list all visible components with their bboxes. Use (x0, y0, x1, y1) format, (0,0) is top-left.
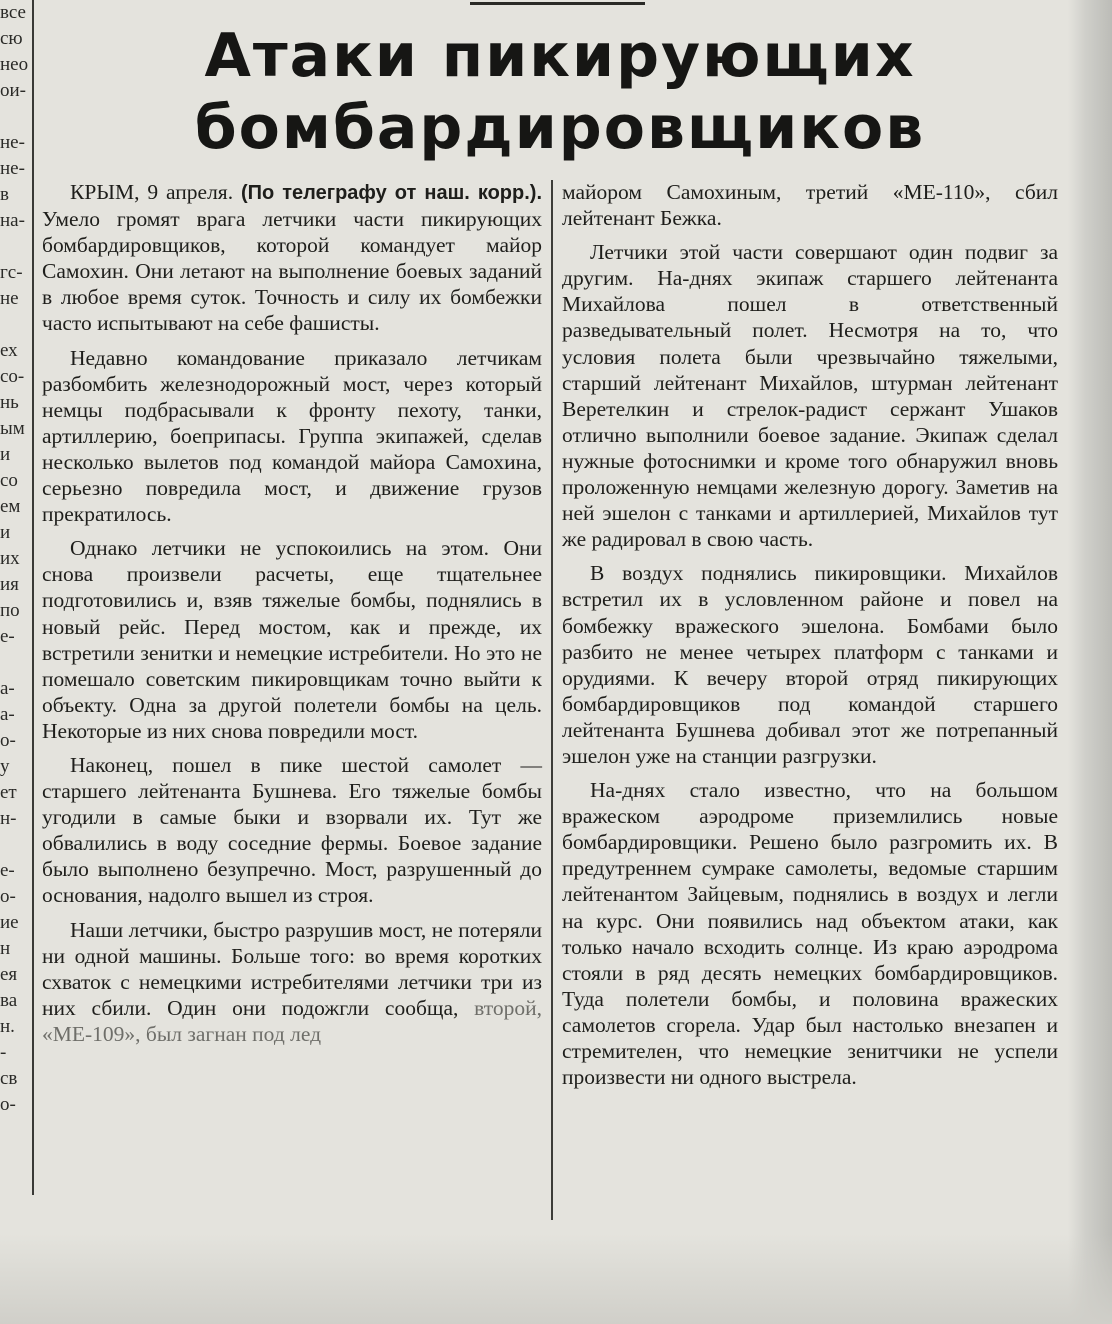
headline-line-1: Атаки пикирующих (204, 21, 916, 91)
adjacent-fragment: все (0, 2, 26, 23)
scan-bottom-edge (0, 1234, 1112, 1324)
adjacent-fragment: е- (0, 860, 15, 881)
paragraph-6: майором Самохиным, третий «МЕ-110», сбил лейтенант Бежка. (562, 180, 1058, 231)
adjacent-fragment: и (0, 522, 11, 543)
paragraph-3: Однако летчики не успокоились на этом. Они снова произвели расчеты, еще тщательнее подготовились и, взяв тяжелые бомбы, поднялись в новый рейс. Перед мостом, как и прежде, их встретили зенитки и немецкие истребители. Но это не помешало советским пикировщикам точно выйти к объекту. Одна за другой полетели бомбы на цель. Некоторые из них снова повредили мост. (42, 536, 542, 743)
adjacent-fragment: ие (0, 912, 19, 933)
paragraph-8: В воздух поднялись пикировщики. Михайлов встретил их в условленном районе и повел на бомбежку вражеского эшелона. Бомбами было разбито не менее четырех платформ с танками и орудиями. К вечеру второй отряд пикирующих бомбардировщиков под командой старшего лейтенанта Бушнева добивал этот же потрепанный эшелон уже на станции разгрузки. (562, 561, 1058, 768)
adjacent-fragment: а- (0, 678, 15, 699)
adjacent-fragment: ем (0, 496, 21, 517)
adjacent-fragment (0, 312, 30, 338)
adjacent-fragment: е- (0, 626, 15, 647)
adjacent-fragment: св (0, 1068, 18, 1089)
adjacent-fragment: ым (0, 418, 25, 439)
adjacent-fragment: ои- (0, 80, 26, 101)
adjacent-fragment: сю (0, 28, 23, 49)
paragraph-9: На-днях стало известно, что на большом вражеском аэродроме приземлились новые бомбардировщики. Решено было разгромить их. В предутреннем сумраке самолеты, ведомые старшим лейтенантом Зайцевым, поднялись в воздух и легли на курс. Они появились над объектом атаки, как только начало всходить солнце. Из краю аэродрома стояли в ряд десять немецких бомбардировщиков. Туда полетели бомбы, и половина вражеских самолетов сгорела. Удар был настолько внезапен и стремителен, что немецкие зенитчики не успели произвести ни одного выстрела. (562, 778, 1058, 1090)
adjacent-fragment: о- (0, 1094, 16, 1115)
adjacent-fragment: у (0, 756, 10, 777)
column-divider-left (32, 0, 34, 1195)
adjacent-fragment: и (0, 444, 11, 465)
adjacent-fragment: их (0, 548, 20, 569)
column-divider (551, 180, 553, 1220)
adjacent-fragment: ет (0, 782, 17, 803)
adjacent-fragment: в (0, 184, 9, 205)
adjacent-fragment: не- (0, 132, 25, 153)
adjacent-fragment: ия (0, 574, 19, 595)
adjacent-fragment: ея (0, 964, 18, 985)
dateline: КРЫМ, 9 апреля. (70, 180, 234, 204)
adjacent-fragment: нео (0, 54, 29, 75)
adjacent-fragment (0, 104, 30, 130)
article-column-1 (42, 179, 542, 1055)
headline-line-2: бомбардировщиков (194, 93, 926, 163)
paragraph-1-text: Умело громят врага летчики части пикирующих бомбардировщиков, которой командует майор Самохин. Они летают на выполнение боевых заданий в любое время суток. Точность и силу их бомбежки часто испытывают на себе фашисты. (42, 207, 542, 336)
article-column-2 (562, 179, 1058, 1098)
adjacent-column-fragments (0, 0, 30, 1190)
adjacent-fragment: гс- (0, 262, 23, 283)
paragraph-1 (42, 179, 542, 337)
adjacent-fragment (0, 650, 30, 676)
adjacent-fragment: со- (0, 366, 25, 387)
paragraph-5-faded-text: второй, «МЕ-109», был загнан под лед (42, 995, 542, 1046)
adjacent-fragment: не- (0, 158, 25, 179)
source-credit: (По телеграфу от наш. корр.). (240, 182, 543, 204)
adjacent-fragment: ва (0, 990, 18, 1011)
scan-right-edge (1068, 0, 1112, 1324)
article-headline (80, 20, 1040, 164)
adjacent-fragment: о- (0, 730, 16, 751)
adjacent-fragment: а- (0, 704, 15, 725)
paragraph-5 (42, 917, 542, 1047)
paragraph-2: Недавно командование приказало летчикам разбомбить железнодорожный мост, через который немцы подбрасывали к фронту пехоту, танки, артиллерию, боеприпасы. Группа экипажей, сделав несколько вылетов под командой майора Самохина, серьезно повредила мост, и движение грузов прекратилось. (42, 345, 542, 527)
adjacent-fragment: не (0, 288, 19, 309)
adjacent-fragment: со (0, 470, 18, 491)
adjacent-fragment: нь (0, 392, 19, 413)
paragraph-4: Наконец, пошел в пике шестой самолет — старшего лейтенанта Бушнева. Его тяжелые бомбы угодили в самые быки и взорвали их. Тут же обвалились в воду соседние фермы. Боевое задание было выполнено безупречно. Мост, разрушенный до основания, надолго вышел из строя. (42, 752, 542, 908)
adjacent-fragment: на- (0, 210, 25, 231)
adjacent-fragment: н. (0, 1016, 15, 1037)
adjacent-fragment: о- (0, 886, 16, 907)
adjacent-fragment (0, 832, 30, 858)
adjacent-fragment: по (0, 600, 20, 621)
adjacent-fragment: - (0, 1042, 7, 1063)
adjacent-fragment: н- (0, 808, 17, 829)
paragraph-7: Летчики этой части совершают один подвиг за другим. На-днях экипаж старшего лейтенанта Михайлова пошел в ответственный разведывательный полет. Несмотря на то, что условия полета были чрезвычайно тяжелыми, старший лейтенант Михайлов, штурман лейтенант Веретелкин и стрелок-радист сержант Ушаков отлично выполнили боевое задание. Экипаж сделал нужные фотоснимки и кроме того обнаружил вновь проложенную немцами железную дорогу. Заметив на ней эшелон с танками и артиллерией, Михайлов тут же радировал в свою часть. (562, 240, 1058, 552)
adjacent-fragment: ех (0, 340, 18, 361)
adjacent-fragment: н (0, 938, 11, 959)
paragraph-5-text: Наши летчики, быстро разрушив мост, не потеряли ни одной машины. Больше того: во время коротких схваток с немецкими истребителями летчики три из них сбили. Один они подожгли сообща, (42, 917, 542, 1020)
top-rule (470, 2, 645, 5)
adjacent-fragment (0, 234, 30, 260)
